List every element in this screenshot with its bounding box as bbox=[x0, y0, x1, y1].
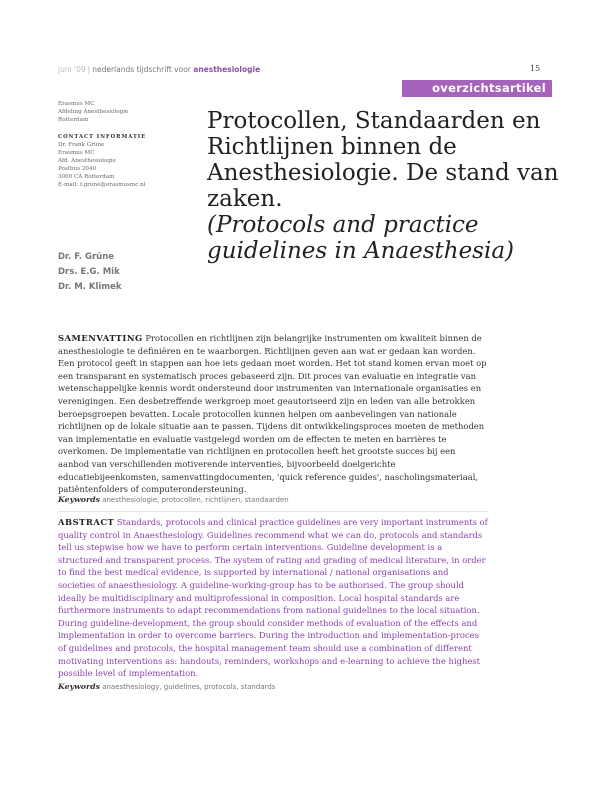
author-name: Drs. E.G. Mik bbox=[58, 267, 120, 277]
summary-text: Protocollen en richtlijnen zijn belangrijke instrumenten om kwaliteit binnen de anesthesiologie te definiëren en te waarborgen. Richtlijnen geven aan wat er gedaan kan worden. Een protocol geeft in stappen aan hoe iets gedaan moet worden. Het tot stand komen ervan moet op een transparant en systematisch proces gebaseerd zijn. Dit proces van evaluatie en integratie van wetenschappelijke kennis wordt ondersteund door instrumenten van internationale organisaties en verenigingen. Een desbetreffende werkgroep moet geautoriseerd zijn en leden van alle betrokken beroepsgroepen bevatten. Locale protocollen kunnen helpen om aanbevelingen van nationale richtlijnen op de lokale situatie aan te passen. Tijdens dit ontwikkelingsproces moeten de methoden van implementatie en evaluatie vastgelegd worden om de effecten te meten en barrières te overkomen. De implementatie van richtlijnen en protocollen heeft het grootste succes bij een aanbod van verschillenden motiverende interventies, bijvoorbeeld doelgerichte educatiebijeenkomsten, samenvattingdocumenten, 'quick reference guides', nascholingsmateriaal, patiëntenfolders of computerondersteuning. bbox=[58, 333, 487, 495]
abstract-text: Standards, protocols and clinical practice guidelines are very important instruments of quality control in Anaesthesiology. Guidelines recommend what we can do, protocols and standards tell us stepwise how we have to perform certain interventions. Guideline development is a structured and transparent process. The system of rating and grading of medical literature, in order to find the best medical evidence, is supported by international / national organisations and societies of anaesthesiology. A guideline-working-group has to be authorised. The group should ideally be multidisciplinary and multiprofessional in composition. Local hospital standards are furthermore instruments to adapt recommendations from national guidelines to the local situation. During guideline-development, the group should consider methods of evaluation of the effects and implementation in order to overcome barriers. During the introduction and implementation-proces of guidelines and protocols, the hospital management team should use a combination of different motivating interventions as: handouts, reminders, workshops and e-learning to achieve the highest possible level of implementation. bbox=[58, 517, 488, 679]
affiliation-line: Erasmus MC bbox=[58, 101, 95, 107]
title-english: (Protocols and practice guidelines in Anaesthesia) bbox=[207, 212, 515, 264]
contact-line: Erasmus MC bbox=[58, 150, 95, 156]
keywords-english bbox=[58, 682, 488, 692]
header-separator: | bbox=[87, 65, 91, 74]
affiliation-block bbox=[58, 100, 198, 189]
contact-line: Dr. Frank Grüne bbox=[58, 142, 105, 148]
affiliation-line: Rotterdam bbox=[58, 117, 89, 123]
affiliation-line: Afdeling Anesthesiologie bbox=[58, 109, 129, 115]
contact-line: Afd. Anesthesiologie bbox=[58, 158, 116, 164]
keywords-label: Keywords bbox=[58, 495, 100, 504]
page-number: 15 bbox=[530, 64, 541, 73]
dutch-summary bbox=[58, 332, 488, 496]
keywords-text: anesthesiologie, protocollen, richtlijnen, standaarden bbox=[102, 496, 289, 504]
contact-email[interactable]: E-mail: f.grune@erasmusmc.nl bbox=[58, 182, 146, 188]
contact-line: 3000 CA Rotterdam bbox=[58, 174, 115, 180]
keywords-text: anaesthesiology, guidelines, protocols, standards bbox=[102, 683, 276, 691]
keywords-label: Keywords bbox=[58, 682, 100, 691]
title-dutch: Protocollen, Standaarden en Richtlijnen binnen de Anesthesiologie. De stand van zaken. bbox=[207, 108, 559, 212]
author-list bbox=[58, 250, 198, 295]
author-name: Dr. F. Grüne bbox=[58, 252, 115, 262]
article-title bbox=[207, 108, 567, 264]
abstract-label: ABSTRACT bbox=[58, 517, 115, 527]
journal-name: nederlands tijdschrift voor bbox=[92, 65, 191, 74]
running-header bbox=[58, 64, 261, 76]
author-name: Dr. M. Klimek bbox=[58, 282, 122, 292]
journal-name-highlight: anesthesiologie bbox=[193, 65, 261, 74]
contact-heading: CONTACT INFORMATIE bbox=[58, 134, 147, 140]
summary-label: SAMENVATTING bbox=[58, 333, 143, 343]
keywords-dutch bbox=[58, 495, 488, 512]
issue-date: juni '09 bbox=[58, 65, 86, 74]
english-abstract bbox=[58, 516, 488, 680]
section-banner: overzichtsartikel bbox=[402, 80, 552, 97]
contact-line: Postbus 2040 bbox=[58, 166, 97, 172]
